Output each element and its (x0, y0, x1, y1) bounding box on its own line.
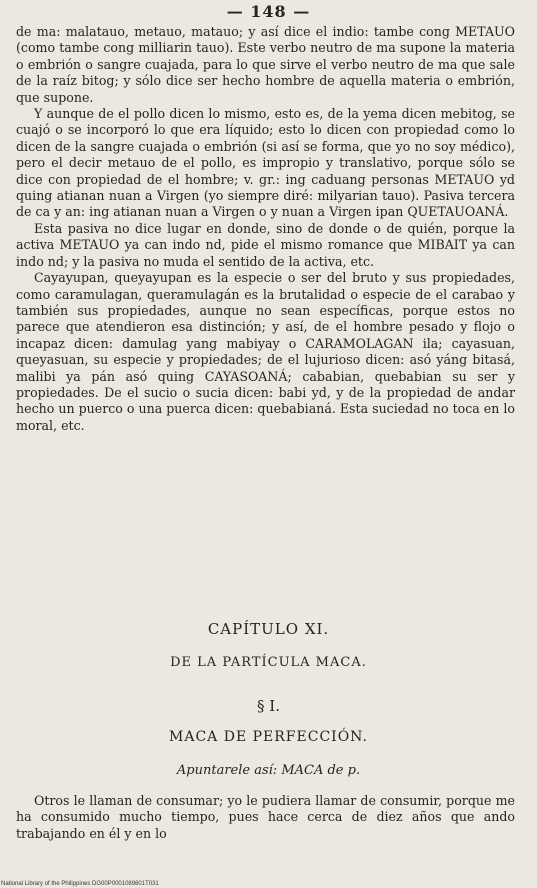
page-number: — 148 — (226, 2, 311, 21)
apuntarele-line (0, 763, 537, 778)
footer-credit: National Library of the Philippines DG00P0001089601T031 (1, 881, 159, 887)
paragraph-1: de ma: malatauo, metauo, matauo; y así dice el indio: tambe cong METAUO (como tambe cong milliarin tauo). Este verbo neutro de ma supone la materia o embrión o sangre cuajada, para lo que sirve el verbo neutro de ma que sale de la raíz bitog; y sólo dice ser hecho hombre de aquella materia o embrión, que supone. (16, 24, 515, 105)
paragraph-2: Y aunque de el pollo dicen lo mismo, esto es, de la yema dicen mebitog, se cuajó o se incorporó lo que era líquido; esto lo dicen con propiedad como lo dicen de la sangre cuajada o embrión (si así se forma, que yo no soy médico), pero el decir metauo de el pollo, es impropio y translativo, porque sólo se dice con propiedad de el hombre; v. gr.: ing caduang personas METAUO yd quing atianan nuan a Virgen (yo siempre diré: milyarian tauo). Pasiva tercera de ca y an: ing atianan nuan a Virgen o y nuan a Virgen ipan QUETAUOANÁ. (16, 106, 515, 220)
closing-paragraph: Otros le llaman de consumar; yo le pudiera llamar de consumir, porque me ha consumido mucho tiempo, pues hace cerca de diez años que ando trabajando en él y en lo (16, 793, 515, 841)
paragraph-4: Cayayupan, queyayupan es la especie o ser del bruto y sus propiedades, como caramulagan, queramulagán es la brutalidad o especie de el carabao y también sus propiedades, aunque no sean específicas, porque estos no parece que atendieron esa distinción; y así, de el hombre pesado y flojo o incapaz dicen: damulag yang mabiyay o CARAMOLAGAN ila; cayasuan, queyasuan, su especie y propiedades; de el lujurioso dicen: asó yáng bitasá, malibi ya pán asó quing CAYASOANÁ; cababian, quebabian su ser y propiedades. De el sucio o sucia dicen: babi yd, y de la propiedad de andar hecho un puerco o una puerca dicen: quebabianá. Esta suciedad no toca en lo moral, etc. (16, 270, 515, 433)
closing-text (16, 793, 515, 842)
apuntarele-text: Apuntarele así: MACA de p. (176, 763, 361, 778)
section-title: MACA DE PERFECCIÓN. (169, 729, 368, 745)
body-text (16, 24, 515, 434)
section-mark: § I. (257, 697, 280, 715)
chapter-subtitle: DE LA PARTÍCULA MACA. (170, 655, 367, 670)
paragraph-3: Esta pasiva no dice lugar en donde, sino de donde o de quién, porque la activa METAUO ya can indo nd, pide el mismo romance que MIBAIT ya can indo nd; y la pasiva no muda el sentido de la activa, etc. (16, 220, 515, 269)
chapter-title: CAPÍTULO XI. (207, 620, 330, 638)
